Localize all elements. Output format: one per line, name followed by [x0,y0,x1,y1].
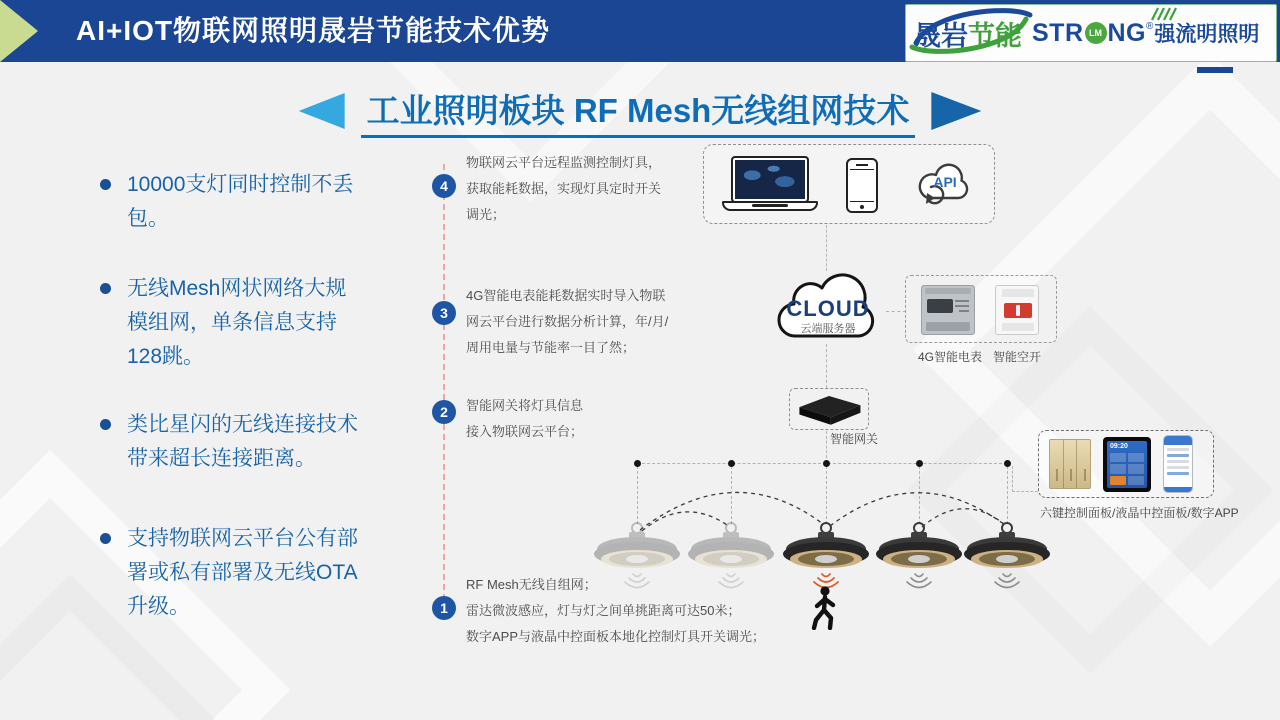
step-line-text: 调光； [466,207,506,222]
app-phone-icon [1163,435,1193,493]
left-arrow-icon [299,93,345,129]
person-icon [810,586,842,630]
highbay-lamp-off [591,522,683,592]
strong-logo-text-suffix: NG [1107,18,1146,47]
smartphone-icon [846,158,878,213]
highbay-lamp-off [685,522,777,592]
step-line-text: RF Mesh无线自组网； [466,577,597,592]
step-connector-line [443,164,445,620]
highbay-lamp-active [873,522,965,592]
phone-speaker [856,164,868,166]
step-description [466,283,668,361]
shengyan-logo [914,14,1022,53]
breaker-label: 智能空开 [993,350,1042,364]
highbay-lamp-active [961,522,1053,592]
cloud-title: CLOUD [786,296,870,321]
step-line-text: 获取能耗数据，实现灯具定时开关 [466,181,662,196]
shengyan-logo-text-blue: 晟岩 [914,20,968,51]
step-line-text: 周用电量与节能率一目了然； [466,340,636,355]
radar-waves-icon [713,572,749,592]
lcd-panel-icon [1103,437,1151,492]
strong-logo-text-cn: 强流明照明 [1154,23,1260,46]
connector-line [886,311,906,312]
laptop-icon [722,156,818,214]
bullet-dot-icon [100,533,111,544]
step-number-badge: 2 [432,400,456,424]
step-line-text: 网云平台进行数据分析计算，年/月/ [466,314,669,329]
strong-logo-text-prefix: STR [1032,18,1084,47]
step-line-text: 雷达微波感应，灯与灯之间单挑距离可达50米； [466,603,741,618]
smart-meter-icon [921,285,975,335]
bullet-item [100,272,420,374]
circuit-breaker-icon [995,285,1039,335]
cloud-server-icon [770,270,886,344]
bullet-item [100,168,420,236]
gateway-icon [792,390,866,428]
laptop-screen [731,156,809,203]
bullet-dot-icon [100,419,111,430]
bullet-text: 类比星闪的无线连接技术带来超长连接距离。 [127,413,358,471]
step-line-text: 数字APP与液晶中控面板本地化控制灯具开关调光； [466,629,766,644]
node-dot [1004,460,1011,467]
bullet-text: 支持物联网云平台公有部署或私有部署及无线OTA升级。 [127,527,358,619]
header-underline-decoration [1197,67,1233,73]
gateway-label: 智能网关 [830,432,879,446]
lcd-time: 09:20 [1110,443,1128,450]
fan-hatch-icon [1148,6,1182,22]
logo-box [905,4,1277,62]
cloud-subtitle: 云端服务器 [800,323,856,335]
right-arrow-icon [931,92,981,130]
strong-logo [1032,18,1259,48]
node-dot [728,460,735,467]
section-title: 工业照明板块 RF Mesh无线组网技术 [361,85,916,138]
radar-waves-icon [901,572,937,592]
api-label: API [933,174,957,190]
bullet-item [100,408,420,476]
radar-waves-icon [619,572,655,592]
lm-circle-icon: LM [1085,22,1107,44]
step-line-text: 接入物联网云平台； [466,424,584,439]
registered-mark: ® [1146,20,1154,32]
node-dot [916,460,923,467]
highbay-lamp-active [780,522,872,592]
bullet-dot-icon [100,179,111,190]
panels-label: 六键控制面板/液晶中控面板/数字APP [1040,506,1239,520]
node-dot [823,460,830,467]
connector-line [826,344,827,388]
phone-screen [850,169,874,202]
bullet-text: 无线Mesh网状网络大规模组网，单条信息支持128跳。 [127,277,347,369]
section-title-row [0,86,1280,136]
shengyan-logo-text-green: 节能 [968,20,1022,51]
bullet-text: 10000支灯同时控制不丢包。 [127,173,354,231]
page-title: AI+IOT物联网照明晟岩节能技术优势 [76,15,551,46]
step-number-badge: 1 [432,596,456,620]
meter-label: 4G智能电表 [918,350,983,364]
keypad-panel-icon [1049,439,1091,489]
step-number-badge: 3 [432,301,456,325]
step-line-text: 4G智能电表能耗数据实时导入物联 [466,288,666,303]
node-dot [634,460,641,467]
bullet-item [100,522,420,624]
step-line-text: 智能网关将灯具信息 [466,398,584,413]
laptop-notch [752,204,788,207]
step-description [466,150,661,228]
connector-line [826,225,827,271]
phone-home-button [860,205,864,209]
step-line-text: 物联网云平台远程监测控制灯具， [466,155,662,170]
step-description [466,393,583,445]
radar-waves-icon [989,572,1025,592]
step-number-badge: 4 [432,174,456,198]
api-cloud-icon [912,160,978,216]
bullet-dot-icon [100,283,111,294]
